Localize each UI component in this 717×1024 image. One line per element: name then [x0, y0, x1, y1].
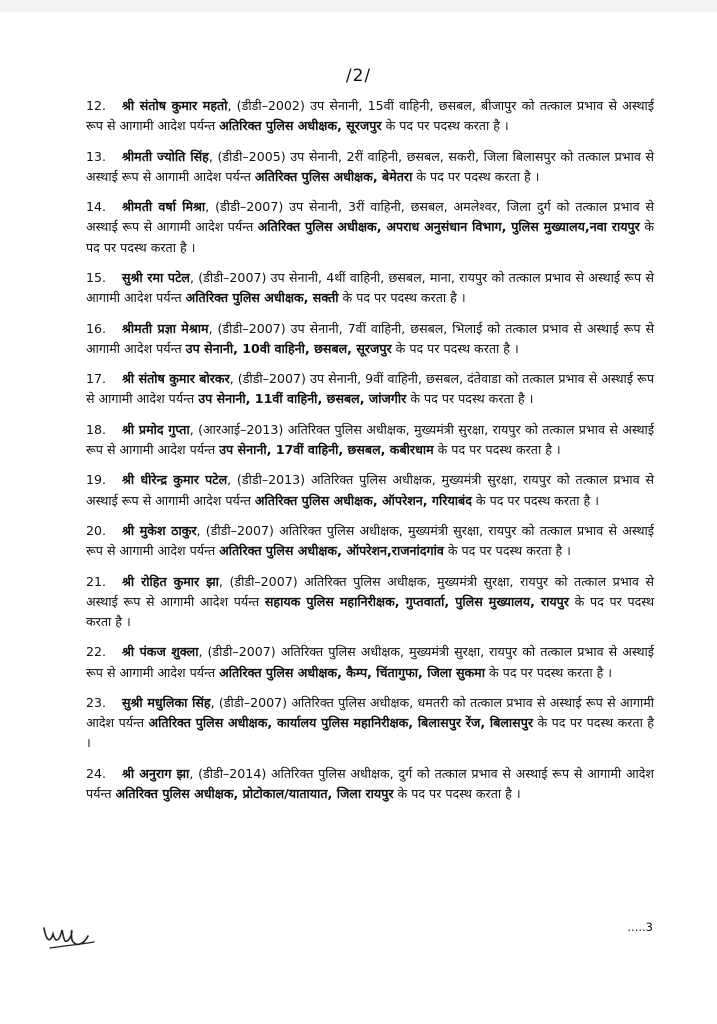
- order-entry: [86, 764, 654, 804]
- officer-name: श्रीमती प्रज्ञा मेश्राम: [122, 320, 209, 336]
- order-entry: [86, 96, 654, 136]
- signature-initials: [40, 918, 98, 958]
- order-entry: [86, 693, 654, 754]
- posting-title: अतिरिक्त पुलिस अधीक्षक, सूरजपुर: [219, 118, 382, 134]
- posting-title: अतिरिक्त पुलिस अधीक्षक, अपराध अनुसंधान विभाग, पुलिस मुख्यालय,नवा रायपुर: [257, 219, 640, 235]
- entry-tail: के पद पर पदस्थ करता है ।: [412, 168, 540, 184]
- posting-title: उप सेनानी, 17वीं वाहिनी, छसबल, कबीरधाम: [219, 441, 434, 457]
- order-entry: [86, 470, 654, 510]
- entry-tail: के पद पर पदस्थ करता है ।: [338, 290, 466, 306]
- officer-name: श्री संतोष कुमार महतो: [122, 98, 228, 113]
- order-entry: [86, 572, 654, 633]
- officer-name: श्री प्रमोद गुप्ता: [122, 421, 190, 437]
- officer-name: श्री रोहित कुमार झा: [122, 573, 219, 589]
- order-entry: [86, 420, 654, 460]
- officer-name: श्री पंकज शुक्ला: [122, 644, 199, 660]
- page-marker: /2/: [345, 66, 372, 86]
- entry-text: , (डीडी–2007) अतिरिक्त पुलिस अधीक्षक, धमतरी को तत्काल प्रभाव से अस्थाई रूप से आगामी आदेश पर्यन्त: [86, 694, 654, 731]
- entry-tail: के पद पर पदस्थ करता है ।: [86, 715, 654, 751]
- signature-mark-icon: [40, 918, 98, 954]
- entry-number: 15.: [86, 269, 107, 285]
- entry-number: 20.: [86, 522, 107, 538]
- entry-number: 12.: [86, 98, 107, 113]
- entry-number: 22.: [86, 644, 107, 660]
- entry-text: , (डीडी–2007) उप सेनानी, 4थीं वाहिनी, छसबल, माना, रायपुर को तत्काल प्रभाव से अस्थाई रूप से आगामी आदेश पर्यन्त: [86, 269, 654, 306]
- entry-text: , (डीडी–2005) उप सेनानी, 2रीं वाहिनी, छसबल, सकरी, जिला बिलासपुर को तत्काल प्रभाव से अस्थाई रूप से आगामी आदेश पर्यन्त: [86, 148, 655, 184]
- entry-number: 16.: [86, 320, 107, 336]
- entry-text: , (डीडी–2007) अतिरिक्त पुलिस अधीक्षक, मुख्यमंत्री सुरक्षा, रायपुर को तत्काल प्रभाव से अस्थाई रूप से आगामी आदेश पर्यन्त: [86, 573, 654, 609]
- entry-text: , (डीडी–2002) उप सेनानी, 15वीं वाहिनी, छसबल, बीजापुर को तत्काल प्रभाव से अस्थाई रूप से आगामी आदेश पर्यन्त: [86, 98, 654, 134]
- entry-number: 24.: [86, 765, 107, 781]
- entry-number: 19.: [86, 472, 107, 488]
- entry-text: , (डीडी–2007) उप सेनानी, 9वीं वाहिनी, छसबल, दंतेवाडा को तत्काल प्रभाव से अस्थाई रूप से आगामी आदेश पर्यन्त: [86, 371, 654, 407]
- officer-name: श्री मुकेश ठाकुर: [122, 522, 197, 538]
- entry-number: 14.: [86, 199, 107, 215]
- entry-text: , (डीडी–2007) अतिरिक्त पुलिस अधीक्षक, मुख्यमंत्री सुरक्षा, रायपुर को तत्काल प्रभाव से अस्थाई रूप से आगामी आदेश पर्यन्त: [86, 644, 654, 680]
- entry-text: , (डीडी–2007) उप सेनानी, 3रीं वाहिनी, छसबल, अमलेश्वर, जिला दुर्ग को तत्काल प्रभाव से अस्थाई रूप से आगामी आदेश पर्यन्त: [86, 199, 654, 235]
- entry-text: , (डीडी–2013) अतिरिक्त पुलिस अधीक्षक, मुख्यमंत्री सुरक्षा, रायपुर को तत्काल प्रभाव से अस्थाई रूप से आगामी आदेश पर्यन्त: [86, 472, 655, 508]
- entry-text: , (डीडी–2014) अतिरिक्त पुलिस अधीक्षक, दुर्ग को तत्काल प्रभाव से अस्थाई रूप से आगामी आदेश पर्यन्त: [86, 765, 654, 801]
- entry-tail: के पद पर पदस्थ करता है ।: [471, 492, 599, 508]
- officer-name: श्री धीरेन्द्र कुमार पटेल: [122, 472, 228, 488]
- posting-title: अतिरिक्त पुलिस अधीक्षक, ऑपरेशन, गरियाबंद: [254, 492, 472, 508]
- posting-title: अतिरिक्त पुलिस अधीक्षक, बेमेतरा: [254, 168, 413, 184]
- officer-name: श्री संतोष कुमार बोरकर: [122, 371, 230, 387]
- order-entries: [86, 96, 654, 814]
- officer-name: सुश्री रमा पटेल: [122, 269, 190, 285]
- entry-tail: के पद पर पदस्थ करता है ।: [86, 219, 655, 255]
- order-entry: [86, 147, 654, 187]
- entry-tail: के पद पर पदस्थ करता है ।: [86, 593, 654, 629]
- posting-title: सहायक पुलिस महानिरीक्षक, गुप्तवार्ता, पुलिस मुख्यालय, रायपुर: [264, 593, 569, 609]
- entry-number: 17.: [86, 371, 107, 387]
- order-entry: [86, 642, 654, 682]
- order-entry: [86, 521, 654, 561]
- officer-name: श्री अनुराग झा: [122, 765, 190, 781]
- entry-number: 21.: [86, 573, 107, 589]
- posting-title: अतिरिक्त पुलिस अधीक्षक, ऑपरेशन,राजनांदगांव: [219, 543, 444, 559]
- order-entry: [86, 197, 654, 258]
- entry-number: 18.: [86, 421, 107, 437]
- entry-number: 23.: [86, 694, 107, 710]
- entry-tail: के पद पर पदस्थ करता है ।: [433, 441, 561, 457]
- officer-name: श्रीमती वर्षा मिश्रा: [122, 199, 206, 215]
- entry-tail: के पद पर पदस्थ करता है ।: [391, 340, 519, 356]
- posting-title: अतिरिक्त पुलिस अधीक्षक, कैम्प, चिंतागुफा, जिला सुकमा: [219, 664, 485, 680]
- posting-title: अतिरिक्त पुलिस अधीक्षक, प्रोटोकाल/यातायात, जिला रायपुर: [115, 785, 394, 801]
- posting-title: अतिरिक्त पुलिस अधीक्षक, कार्यालय पुलिस महानिरीक्षक, बिलासपुर रेंज, बिलासपुर: [148, 715, 533, 731]
- order-entry: [86, 319, 654, 359]
- posting-title: उप सेनानी, 10वी वाहिनी, छसबल, सूरजपुर: [185, 340, 392, 356]
- officer-name: सुश्री मधुलिका सिंह: [122, 694, 211, 710]
- continuation-marker: .....3: [627, 920, 653, 934]
- order-entry: [86, 369, 654, 409]
- order-entry: [86, 268, 654, 308]
- officer-name: श्रीमती ज्योति सिंह: [122, 148, 209, 164]
- posting-title: अतिरिक्त पुलिस अधीक्षक, सक्ती: [185, 290, 339, 306]
- entry-tail: के पद पर पदस्थ करता है ।: [406, 391, 534, 407]
- posting-title: उप सेनानी, 11वीं वाहिनी, छसबल, जांजगीर: [198, 391, 407, 407]
- entry-tail: के पद पर पदस्थ करता है ।: [484, 664, 613, 680]
- entry-tail: के पद पर पदस्थ करता है ।: [443, 543, 571, 559]
- entry-number: 13.: [86, 148, 107, 164]
- entry-text: , (आरआई–2013) अतिरिक्त पुलिस अधीक्षक, मुख्यमंत्री सुरक्षा, रायपुर को तत्काल प्रभाव से अस्थाई रूप से आगामी आदेश पर्यन्त: [86, 421, 654, 457]
- entry-text: , (डीडी–2007) अतिरिक्त पुलिस अधीक्षक, मुख्यमंत्री सुरक्षा, रायपुर को तत्काल प्रभाव से अस्थाई रूप से आगामी आदेश पर्यन्त: [86, 522, 654, 559]
- entry-tail: के पद पर पदस्थ करता है ।: [381, 118, 509, 134]
- entry-text: , (डीडी–2007) उप सेनानी, 7वीं वाहिनी, छसबल, भिलाई को तत्काल प्रभाव से अस्थाई रूप से आगामी आदेश पर्यन्त: [86, 320, 654, 356]
- entry-tail: के पद पर पदस्थ करता है ।: [393, 785, 521, 801]
